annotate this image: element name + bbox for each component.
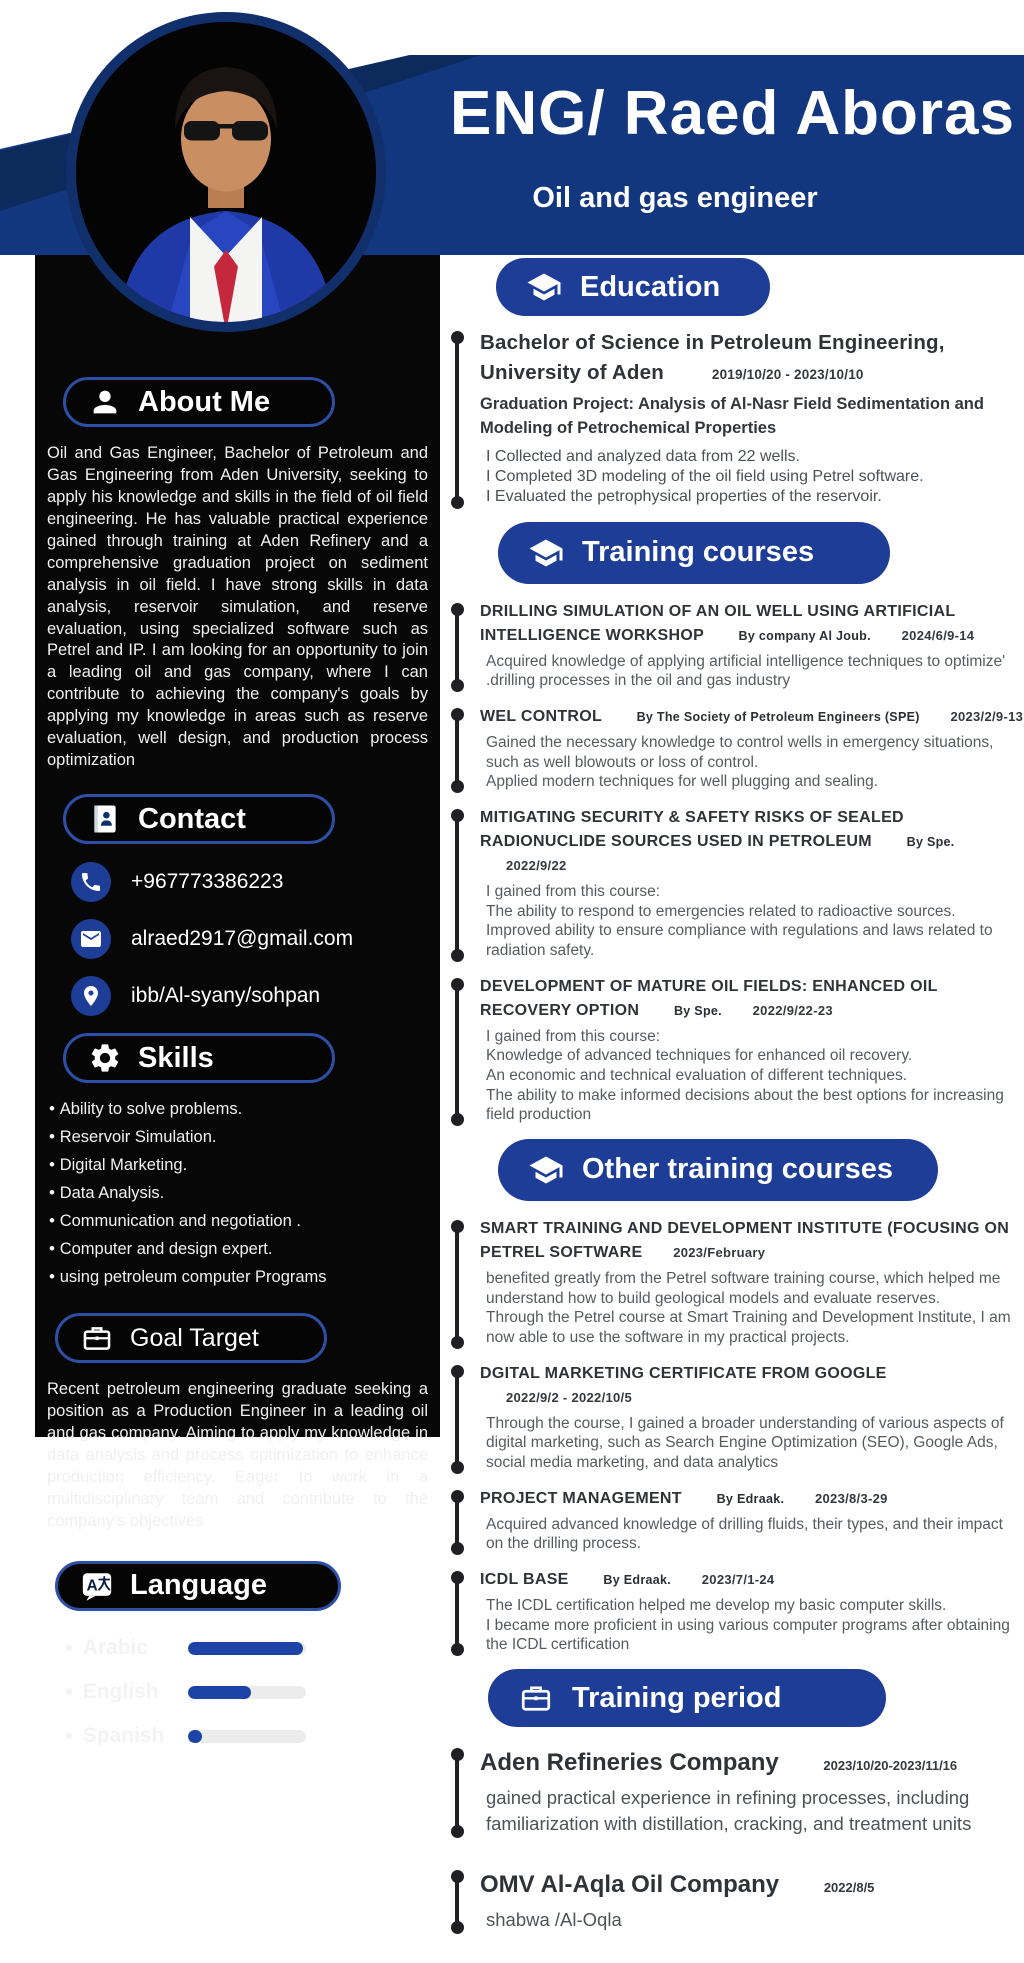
goal-target-text: Recent petroleum engineering graduate seeking a position as a Production Engineer in a leading oil and gas company. Aiming to apply my knowledge in data analysis and process optimization to enhance production efficiency. Eager to work in a multidisciplinary team and contribute to the company's objectives bbox=[47, 1380, 428, 1530]
timeline bbox=[455, 818, 459, 953]
course-heading: DRILLING SIMULATION OF AN OIL WELL USING ARTIFICIAL INTELLIGENCE WORKSHOP bbox=[480, 602, 956, 644]
language-name: Arabic bbox=[82, 1636, 149, 1660]
timeline bbox=[455, 340, 459, 500]
company-name: Aden Refineries Company bbox=[480, 1749, 779, 1777]
language-bar-fill bbox=[188, 1686, 252, 1699]
skill-item: • Ability to solve problems. bbox=[49, 1099, 440, 1119]
other-training-section-header bbox=[498, 1139, 938, 1201]
language-percent: %98 bbox=[317, 1632, 372, 1663]
language-bar-fill bbox=[188, 1730, 202, 1743]
course-entry bbox=[450, 1487, 1024, 1554]
contact-title: Contact bbox=[138, 802, 246, 835]
graduation-project: Graduation Project: Analysis of Al-Nasr Field Sedimentation and Modeling of Petrochemical Properties bbox=[480, 395, 984, 437]
svg-text:A: A bbox=[86, 1576, 98, 1594]
contact-book-icon bbox=[88, 802, 122, 836]
period-date: 2022/8/5 bbox=[823, 1879, 875, 1895]
course-provider: By Edraak. bbox=[603, 1573, 672, 1588]
about-me-text: Oil and Gas Engineer, Bachelor of Petroleum and Gas Engineering from Aden University, seeking to apply his knowledge and skills in the field of oil field engineering. He has valuable practical experience gained through training at Aden Refinery and a comprehensive graduation project on sediment analysis in oil field. I have strong skills in data analysis, reservoir simulation, and reserve evaluation, using specialized software such as Petrel and IP. I am looking for an opportunity to join a leading oil and gas company, where I can contribute to achieving the company's goals by applying my knowledge in areas such as reserve evaluation, well design, and production process optimization bbox=[47, 444, 428, 770]
course-provider: By Edraak. bbox=[716, 1491, 785, 1506]
training-period-entry bbox=[450, 1867, 1024, 1933]
course-entry bbox=[450, 1217, 1024, 1348]
skills-list bbox=[49, 1099, 440, 1287]
course-entry bbox=[450, 705, 1024, 792]
contact-phone-row bbox=[71, 862, 440, 902]
course-line: The ability to respond to emergencies related to radioactive sources. bbox=[486, 902, 956, 920]
skills-header bbox=[63, 1033, 335, 1083]
language-percent: %54 bbox=[317, 1676, 372, 1707]
graduation-cap-icon bbox=[526, 269, 562, 305]
course-entry bbox=[450, 806, 1024, 961]
course-provider: By Spe. bbox=[906, 834, 955, 849]
course-date: 2023/2/9-13 bbox=[950, 708, 1024, 724]
goal-target-header bbox=[55, 1313, 327, 1363]
skill-item: • Communication and negotiation . bbox=[49, 1211, 440, 1231]
language-row bbox=[65, 1677, 440, 1708]
course-heading: DEVELOPMENT OF MATURE OIL FIELDS: ENHANCED OIL RECOVERY OPTION bbox=[480, 977, 938, 1019]
course-date: 2023/February bbox=[673, 1244, 766, 1260]
education-entry bbox=[450, 328, 1024, 508]
course-date: 2022/9/22 bbox=[506, 857, 567, 873]
course-heading: PROJECT MANAGEMENT bbox=[480, 1489, 682, 1507]
course-provider: By The Society of Petroleum Engineers (SPE) bbox=[636, 709, 920, 724]
course-line: Acquired knowledge of applying artificial intelligence techniques to optimize' bbox=[486, 652, 1006, 670]
company-name: OMV Al-Aqla Oil Company bbox=[480, 1870, 780, 1898]
course-entry bbox=[450, 600, 1024, 691]
course-heading: DGITAL MARKETING CERTIFICATE FROM GOOGLE bbox=[480, 1364, 887, 1382]
period-line: shabwa /Al-Oqla bbox=[486, 1908, 622, 1930]
phone-icon bbox=[71, 862, 111, 902]
graduation-cap-icon bbox=[528, 1152, 564, 1188]
skill-item: • Data Analysis. bbox=[49, 1183, 440, 1203]
email-address: alraed2917@gmail.com bbox=[131, 927, 354, 951]
course-line: Acquired advanced knowledge of drilling fluids, their types, and their impact on the drilling process. bbox=[486, 1515, 1003, 1553]
about-me-header bbox=[63, 377, 335, 427]
contact-list bbox=[71, 862, 440, 1016]
course-date: 2022/9/2 - 2022/10/5 bbox=[506, 1389, 632, 1405]
course-date: 2023/8/3-29 bbox=[814, 1490, 888, 1506]
about-me-title: About Me bbox=[138, 385, 271, 418]
location-pin-icon bbox=[71, 976, 111, 1016]
course-line: I gained from this course: bbox=[486, 1027, 661, 1045]
avatar bbox=[76, 22, 376, 322]
course-heading: SMART TRAINING AND DEVELOPMENT INSTITUTE (FOCUSING ON PETREL SOFTWARE bbox=[480, 1219, 1010, 1261]
education-heading: Bachelor of Science in Petroleum Engineering, University of Aden bbox=[480, 331, 945, 384]
timeline bbox=[455, 612, 459, 683]
education-date: 2019/10/20 - 2023/10/10 bbox=[711, 366, 864, 382]
language-title: Language bbox=[130, 1569, 267, 1602]
language-percent: %12 bbox=[317, 1720, 372, 1751]
education-line: I Collected and analyzed data from 22 wells. bbox=[486, 447, 800, 465]
profile-photo bbox=[66, 12, 386, 332]
course-line: Applied modern techniques for well plugging and sealing. bbox=[486, 773, 879, 791]
period-line: gained practical experience in refining processes, including familiarization with distillation, cracking, and treatment units bbox=[486, 1787, 972, 1834]
phone-number: +967773386223 bbox=[131, 870, 284, 894]
course-entry bbox=[450, 1362, 1024, 1473]
bullet: • bbox=[65, 1679, 73, 1705]
course-line: Through the Petrel course at Smart Training and Development Institute, I am now able to use the software in my practical projects. bbox=[486, 1309, 1011, 1346]
language-list bbox=[65, 1633, 440, 1752]
contact-header bbox=[63, 794, 335, 844]
course-line: benefited greatly from the Petrel software training course, which helped me understand how to build geological models and evaluate reserves. bbox=[486, 1269, 1001, 1307]
education-title: Education bbox=[580, 270, 721, 303]
course-line: Knowledge of advanced techniques for enhanced oil recovery. bbox=[486, 1047, 913, 1065]
course-line: Gained the necessary knowledge to control wells in emergency situations, such as well blowouts or loss of control. bbox=[486, 733, 994, 771]
course-line: The ability to make informed decisions about the best options for increasing field production bbox=[486, 1086, 1004, 1124]
sidebar bbox=[35, 255, 440, 1751]
language-header bbox=[55, 1561, 341, 1611]
bullet: • bbox=[65, 1635, 73, 1661]
course-date: 2024/6/9-14 bbox=[901, 627, 975, 643]
course-heading: WEL CONTROL bbox=[480, 707, 602, 725]
course-line: .drilling processes in the oil and gas industry bbox=[486, 672, 791, 690]
skill-item: • Computer and design expert. bbox=[49, 1239, 440, 1259]
gear-icon bbox=[88, 1041, 122, 1075]
timeline bbox=[455, 1499, 459, 1546]
skill-item: • Reservoir Simulation. bbox=[49, 1127, 440, 1147]
contact-email-row bbox=[71, 919, 440, 959]
timeline bbox=[455, 1879, 459, 1925]
language-row bbox=[65, 1633, 440, 1664]
training-period-section-header bbox=[488, 1669, 886, 1727]
other-training-title: Other training courses bbox=[582, 1153, 894, 1186]
education-section-header bbox=[496, 258, 770, 316]
training-period-title: Training period bbox=[572, 1681, 782, 1714]
language-bar bbox=[188, 1730, 306, 1743]
timeline bbox=[455, 1757, 459, 1829]
course-line: Through the course, I gained a broader understanding of various aspects of digital marketing, such as Search Engine Optimization (SEO), Google Ads, social media marketing, and data analytics bbox=[486, 1414, 1004, 1471]
timeline bbox=[455, 1229, 459, 1340]
translate-icon bbox=[80, 1569, 114, 1603]
language-row bbox=[65, 1721, 440, 1752]
language-name: English bbox=[82, 1680, 159, 1704]
skill-item: • using petroleum computer Programs bbox=[49, 1267, 440, 1287]
person-job-title: Oil and gas engineer bbox=[532, 182, 818, 214]
course-heading: MITIGATING SECURITY & SAFETY RISKS OF SEALED RADIONUCLIDE SOURCES USED IN PETROLEUM bbox=[480, 808, 904, 850]
course-entry bbox=[450, 975, 1024, 1125]
course-heading: ICDL BASE bbox=[480, 1571, 569, 1589]
course-line: I became more proficient in using various computer programs after obtaining the ICDL certification bbox=[486, 1616, 1010, 1654]
timeline bbox=[455, 987, 459, 1117]
education-line: I Completed 3D modeling of the oil field using Petrel software. bbox=[486, 467, 924, 485]
timeline bbox=[455, 717, 459, 784]
language-bar bbox=[188, 1686, 306, 1699]
training-courses-section-header bbox=[498, 522, 890, 584]
timeline bbox=[455, 1580, 459, 1647]
course-provider: By Spe. bbox=[673, 1003, 722, 1018]
period-date: 2023/10/20-2023/11/16 bbox=[823, 1758, 958, 1774]
course-provider: By company Al Joub. bbox=[738, 628, 871, 643]
skill-item: • Digital Marketing. bbox=[49, 1155, 440, 1175]
email-icon bbox=[71, 919, 111, 959]
course-date: 2022/9/22-23 bbox=[752, 1002, 833, 1018]
briefcase-icon bbox=[80, 1321, 114, 1355]
course-line: The ICDL certification helped me develop my basic computer skills. bbox=[486, 1597, 947, 1615]
contact-location-row bbox=[71, 976, 440, 1016]
person-name: ENG/ Raed Aboras bbox=[450, 79, 1015, 148]
main-column bbox=[450, 258, 1024, 1963]
location-text: ibb/Al-syany/sohpan bbox=[131, 984, 321, 1008]
course-entry bbox=[450, 1568, 1024, 1655]
course-line: Improved ability to ensure compliance with regulations and laws related to radiation safety. bbox=[486, 922, 993, 959]
course-date: 2023/7/1-24 bbox=[701, 1572, 775, 1588]
language-name: Spanish bbox=[82, 1724, 165, 1748]
course-line: I gained from this course: bbox=[486, 882, 661, 900]
timeline bbox=[455, 1374, 459, 1465]
skills-title: Skills bbox=[138, 1041, 214, 1074]
graduation-cap-icon bbox=[528, 535, 564, 571]
training-period-entry bbox=[450, 1745, 1024, 1837]
language-bar bbox=[188, 1642, 306, 1655]
course-line: An economic and technical evaluation of different techniques. bbox=[486, 1066, 908, 1084]
briefcase-icon bbox=[518, 1680, 554, 1716]
person-icon bbox=[88, 385, 122, 419]
bullet: • bbox=[65, 1723, 73, 1749]
language-bar-fill bbox=[188, 1642, 304, 1655]
education-line: I Evaluated the petrophysical properties of the reservoir. bbox=[486, 488, 882, 506]
training-courses-title: Training courses bbox=[582, 536, 815, 569]
goal-target-title: Goal Target bbox=[130, 1323, 259, 1352]
